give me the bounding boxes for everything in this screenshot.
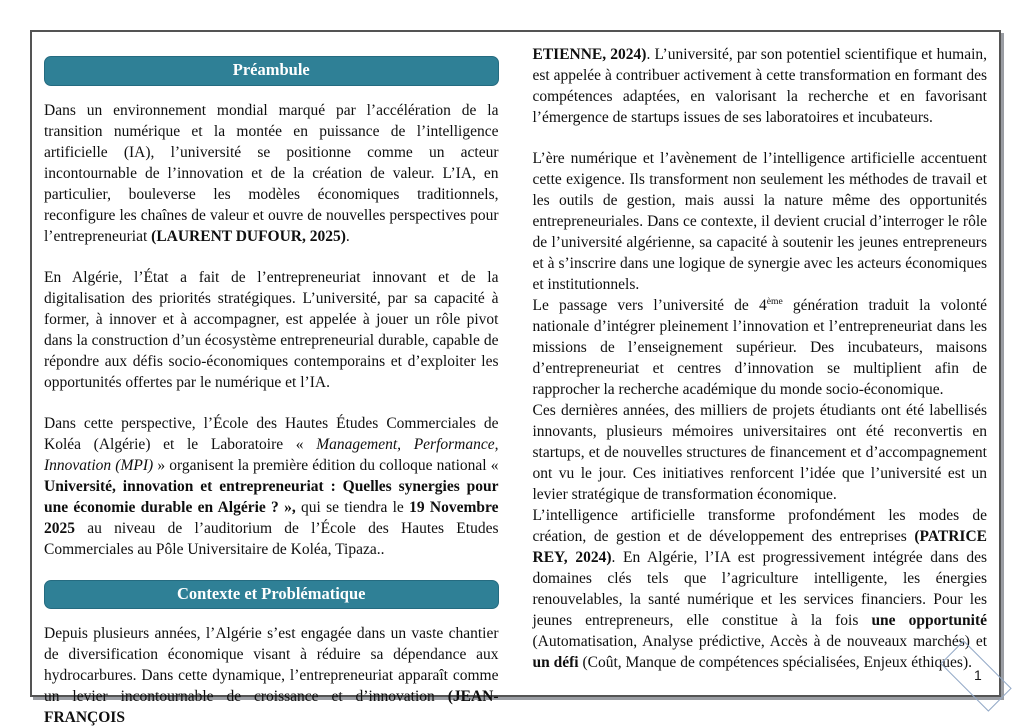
text-run: . (345, 227, 350, 245)
text-run: (LAURENT DUFOUR, 2025) (151, 227, 346, 245)
text-run: . En Algérie, l’IA est progressivement intégrée dans des domaines clés tels que l’agriculture intelligente, les énergies renouvelables, la santé numérique et les services financiers. Pour les jeunes entrepreneurs, elle constitue à la fois (532, 549, 987, 629)
right-column (533, 44, 988, 695)
text-run: En Algérie, l’État a fait de l’entrepreneuriat innovant et de la digitalisation des priorités stratégiques. L’université, par sa capacité à former, à innover et à accompagner, est appelée à jouer un rôle pivot dans la construction d’un écosystème entrepreneurial durable, capable de répondre aux défis socio-économiques contemporains et d’exploiter les opportunités offertes par le numérique et l’IA. (44, 268, 499, 391)
text-run: ème (766, 295, 783, 307)
section-heading: Contexte et Problématique (44, 580, 499, 610)
text-run: . L’université, par son potentiel scientifique et humain, est appelée à contribuer activement à cette transformation en formant des compétences adaptées, en valorisant la recherche et en favorisant l’émergence de startups issues de ses laboratoires et incubateurs. (532, 46, 988, 126)
text-run: L’intelligence artificielle transforme profondément les modes de création, de gestion et de développement des entreprises (532, 507, 987, 545)
text-run: génération traduit la volonté nationale d’intégrer pleinement l’innovation et l’entrepreneuriat dans les missions de l’enseignement supérieur. Des incubateurs, maisons d’entrepreneuriat et centres d’innovation se multiplient afin de rapprocher la recherche académique du monde socio-économique. (532, 297, 988, 398)
text-run: (Coût, Manque de compétences spécialisées, Enjeux éthiques). (578, 654, 972, 671)
text-run: (PATRICE REY, 2024) (532, 528, 987, 566)
paragraph (44, 413, 499, 560)
text-run: Dans cette perspective, l’École des Hautes Études Commerciales de Koléa (Algérie) et le Laboratoire « (44, 414, 499, 453)
text-run: 19 Novembre 2025 (44, 498, 499, 537)
text-run: ETIENNE, 2024) (532, 46, 647, 63)
text-run: » organisent la première édition du colloque national « (153, 456, 499, 474)
left-column (44, 44, 499, 727)
section-heading: Préambule (44, 56, 499, 86)
paragraph (44, 100, 499, 247)
text-run: Depuis plusieurs années, l’Algérie s’est engagée dans un vaste chantier de diversification économique visant à réduire sa dépendance aux hydrocarbures. Dans cette dynamique, l’entrepreneuriat apparaît comme un levier incontournable de croissance et d’innovation (44, 625, 499, 706)
page-frame (30, 30, 1001, 727)
text-run: Management, Performance, Innovation (MPI) (44, 435, 499, 474)
text-run: Le passage vers l’université de 4 (532, 297, 767, 314)
two-column-layout (44, 44, 988, 727)
paragraph (44, 267, 499, 393)
text-run: Université, innovation et entrepreneuriat : Quelles synergies pour une économie durable en Algérie ? », (44, 477, 499, 516)
paragraph (533, 400, 988, 505)
text-run: Dans un environnement mondial marqué par l’accélération de la transition numérique et la montée en puissance de l’intelligence artificielle (IA), l’université se positionne comme un acteur incontournable de l’innovation et de la création de valeur. L’IA, en particulier, bouleverse les modèles économiques traditionnels, reconfigure les chaînes de valeur et ouvre de nouvelles perspectives pour l’entrepreneuriat (44, 101, 499, 245)
text-run: au niveau de l’auditorium de l’École des Hautes Etudes Commerciales au Pôle Universitaire de Koléa, Tipaza.. (44, 519, 499, 558)
text-run: un défi (532, 654, 579, 671)
text-run: L’ère numérique et l’avènement de l’intelligence artificielle accentuent cette exigence. Ils transforment non seulement les méthodes de travail et les outils de gestion, mais aussi la nature même des opportunités entrepreneuriales. Dans ce contexte, il devient crucial d’interroger le rôle de l’université algérienne, sa capacité à soutenir les jeunes entrepreneurs et à s’inscrire dans une logique de synergie avec les acteurs économiques et institutionnels. (532, 150, 987, 293)
paragraph (533, 148, 988, 295)
text-run: Ces dernières années, des milliers de projets étudiants ont été labellisés innovants, plusieurs mémoires universitaires ont été reconvertis en startups, et de nouvelles structures de financement et d’accompagnement ont vu le jour. Ces initiatives renforcent l’idée que l’université est un levier stratégique de transformation économique. (532, 402, 987, 503)
paragraph (533, 44, 988, 128)
paragraph (533, 295, 988, 400)
paragraph (533, 505, 988, 673)
text-run: qui se tiendra le (295, 498, 410, 516)
paragraph (44, 623, 499, 728)
text-run: une opportunité (871, 612, 987, 629)
text-run: (Automatisation, Analyse prédictive, Accès à de nouveaux marchés) et (532, 633, 987, 650)
page-number: 1 (974, 667, 982, 683)
text-run: (JEAN-FRANÇOIS (44, 688, 499, 727)
